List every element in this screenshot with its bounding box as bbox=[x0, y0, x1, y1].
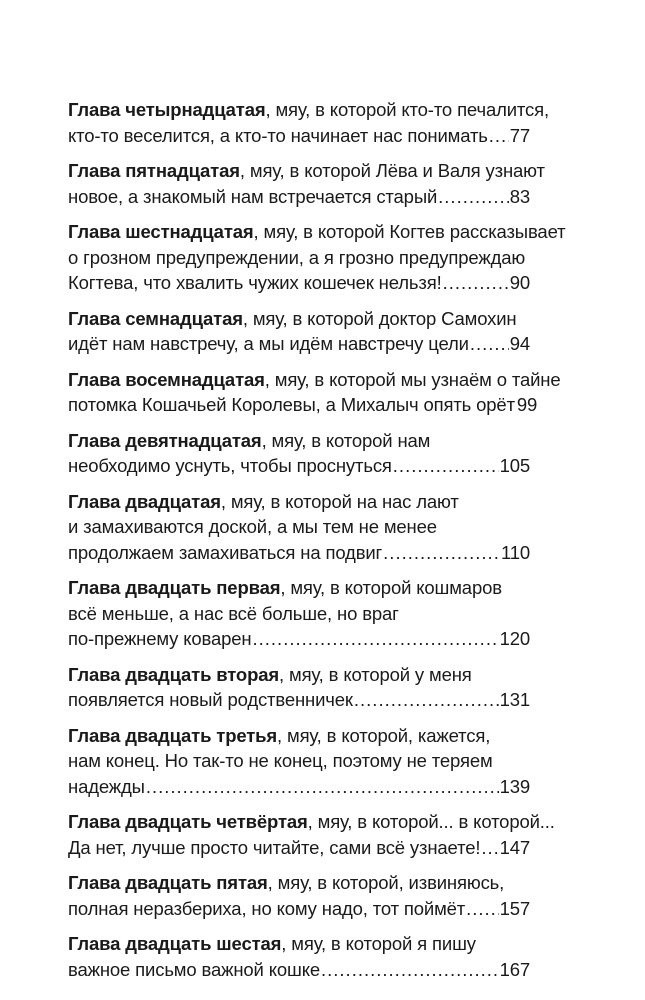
toc-entry-text bbox=[68, 896, 465, 922]
toc-entry-text bbox=[68, 123, 488, 149]
toc-entry-text bbox=[68, 160, 545, 181]
chapter-title: Глава двадцать четвёртая bbox=[68, 811, 308, 832]
toc-entry-line bbox=[68, 306, 530, 332]
toc-entry-text bbox=[68, 331, 469, 357]
toc-entry-text bbox=[68, 491, 459, 512]
page-number: 110 bbox=[500, 541, 530, 563]
toc-entry bbox=[68, 97, 549, 148]
page-number: 77 bbox=[509, 124, 530, 146]
toc-entry-text bbox=[68, 957, 320, 983]
chapter-title: Глава двадцатая bbox=[68, 490, 221, 512]
chapter-title: Глава семнадцатая bbox=[68, 307, 243, 329]
toc-entry-line bbox=[68, 931, 530, 957]
chapter-description: , мяу, в которой на нас лают bbox=[220, 490, 459, 512]
toc-entry-text bbox=[68, 453, 392, 479]
page-number: 147 bbox=[499, 836, 530, 858]
chapter-title: Глава пятнадцатая bbox=[68, 160, 240, 181]
chapter-description: важное письмо важной кошке bbox=[68, 958, 320, 980]
toc-entry-text bbox=[68, 626, 252, 652]
chapter-description: , мяу, в которой мы узнаём о тайне bbox=[264, 368, 561, 390]
toc-entry-line bbox=[68, 514, 530, 540]
page-number: 167 bbox=[499, 958, 530, 980]
chapter-title: Глава двадцать первая bbox=[68, 577, 281, 598]
page-number: 83 bbox=[509, 185, 530, 207]
toc-entry-text bbox=[68, 184, 437, 210]
toc-entry-text bbox=[68, 603, 399, 624]
toc-entry-line bbox=[68, 367, 561, 393]
chapter-description: , мяу, в которой доктор Самохин bbox=[242, 307, 517, 329]
toc-entry bbox=[68, 870, 530, 921]
toc-entry-line bbox=[68, 723, 530, 749]
chapter-description: по-прежнему коварен bbox=[68, 628, 252, 649]
toc-entry bbox=[68, 662, 530, 713]
page-number: 131 bbox=[499, 689, 530, 710]
toc-entry-line bbox=[68, 123, 530, 149]
chapter-description: нам конец. Но так-то не конец, поэтому не теряем bbox=[68, 750, 493, 771]
toc-entry-line bbox=[68, 957, 530, 983]
toc-entry-line bbox=[68, 601, 530, 627]
toc-entry-text bbox=[68, 835, 480, 861]
toc-entry-text bbox=[68, 247, 525, 268]
chapter-description: , мяу, в которой... в которой... bbox=[307, 811, 555, 832]
chapter-title: Глава двадцать пятая bbox=[68, 872, 268, 893]
chapter-description: полная неразбериха, но кому надо, тот поймёт bbox=[68, 897, 466, 919]
toc-entry-line bbox=[68, 896, 530, 922]
toc-entry-line bbox=[68, 219, 566, 245]
toc-entry bbox=[68, 575, 530, 652]
toc-entry-text bbox=[68, 664, 472, 685]
dot-leader bbox=[321, 957, 499, 983]
toc-entry-line bbox=[68, 540, 530, 566]
toc-entry-line bbox=[68, 774, 530, 800]
dot-leader bbox=[438, 184, 509, 210]
toc-entry-line bbox=[68, 809, 555, 835]
toc-entry-text bbox=[68, 221, 565, 242]
toc-entry-line bbox=[68, 835, 530, 861]
chapter-description: , мяу, в которой кошмаров bbox=[280, 577, 502, 598]
toc-entry-line bbox=[68, 575, 530, 601]
dot-leader bbox=[354, 687, 499, 713]
toc-entry bbox=[68, 158, 545, 209]
chapter-description: , мяу, в которой, кажется, bbox=[277, 724, 491, 746]
table-of-contents bbox=[68, 97, 566, 992]
toc-entry-text bbox=[68, 99, 549, 120]
toc-entry-line bbox=[68, 184, 530, 210]
chapter-description: потомка Кошачьей Королевы, а Михалыч опять орёт bbox=[68, 394, 515, 415]
toc-entry-text bbox=[68, 687, 353, 713]
toc-entry-text bbox=[68, 392, 515, 418]
chapter-description: , мяу, в которой нам bbox=[261, 429, 431, 451]
toc-entry-text bbox=[68, 430, 430, 451]
chapter-title: Глава четырнадцатая bbox=[68, 99, 266, 120]
chapter-title: Глава двадцать третья bbox=[68, 724, 278, 746]
chapter-description: появляется новый родственничек bbox=[68, 689, 353, 710]
toc-entry bbox=[68, 931, 530, 982]
toc-entry-line bbox=[68, 270, 530, 296]
toc-entry-line bbox=[68, 428, 530, 454]
chapter-description: о грозном предупреждении, а я грозно предупреждаю bbox=[68, 246, 526, 268]
toc-entry-line bbox=[68, 245, 530, 271]
chapter-description: продолжаем замахиваться на подвиг bbox=[68, 541, 383, 563]
chapter-description: , мяу, в которой я пишу bbox=[281, 933, 476, 954]
page-number: 120 bbox=[499, 628, 530, 649]
toc-entry-text bbox=[68, 774, 145, 800]
toc-entry-line bbox=[68, 453, 530, 479]
page-number: 157 bbox=[499, 897, 530, 919]
toc-entry bbox=[68, 219, 566, 296]
toc-entry-text bbox=[68, 577, 502, 598]
dot-leader bbox=[383, 540, 500, 566]
toc-entry-line bbox=[68, 158, 545, 184]
toc-entry-text bbox=[68, 750, 493, 771]
toc-entry-line bbox=[68, 662, 530, 688]
dot-leader bbox=[393, 453, 499, 479]
toc-entry bbox=[68, 428, 530, 479]
toc-entry-line bbox=[68, 870, 530, 896]
page-number: 90 bbox=[509, 272, 530, 293]
dot-leader bbox=[489, 123, 509, 149]
toc-entry-line bbox=[68, 489, 530, 515]
chapter-title: Глава двадцать вторая bbox=[68, 663, 280, 685]
chapter-title: Глава девятнадцатая bbox=[68, 429, 262, 451]
chapter-description: всё меньше, а нас всё больше, но враг bbox=[68, 602, 399, 624]
chapter-description: идёт нам навстречу, а мы идём навстречу цели bbox=[68, 333, 469, 354]
toc-entry bbox=[68, 306, 530, 357]
chapter-description: и замахиваются доской, а мы тем не менее bbox=[68, 516, 437, 537]
toc-entry-text bbox=[68, 811, 555, 832]
dot-leader bbox=[443, 270, 509, 296]
toc-entry-line bbox=[68, 97, 549, 123]
toc-entry-text bbox=[68, 540, 382, 566]
toc-entry-line bbox=[68, 748, 530, 774]
page-number: 99 bbox=[516, 394, 538, 415]
dot-leader bbox=[253, 626, 499, 652]
chapter-description: кто-то веселится, а кто-то начинает нас понимать bbox=[68, 124, 488, 146]
toc-entry-line bbox=[68, 626, 530, 652]
chapter-description: надежды bbox=[68, 775, 145, 797]
toc-entry-text bbox=[68, 725, 490, 746]
toc-entry-text bbox=[68, 933, 476, 954]
chapter-description: Да нет, лучше просто читайте, сами всё узнаете! bbox=[68, 836, 481, 858]
chapter-title: Глава двадцать шестая bbox=[68, 933, 282, 954]
page-number: 105 bbox=[499, 455, 530, 476]
chapter-description: , мяу, в которой, извиняюсь, bbox=[267, 872, 505, 893]
page-number: 94 bbox=[509, 333, 530, 354]
page-number: 139 bbox=[499, 775, 530, 797]
toc-entry bbox=[68, 809, 555, 860]
toc-entry bbox=[68, 723, 530, 800]
chapter-description: , мяу, в которой кто-то печалится, bbox=[265, 99, 549, 120]
dot-leader bbox=[481, 835, 498, 861]
dot-leader bbox=[466, 896, 498, 922]
chapter-description: , мяу, в которой Лёва и Валя узнают bbox=[239, 160, 545, 181]
toc-entry-line bbox=[68, 392, 538, 418]
chapter-description: , мяу, в которой у меня bbox=[279, 663, 472, 685]
toc-entry bbox=[68, 489, 530, 566]
chapter-description: необходимо уснуть, чтобы проснуться bbox=[68, 455, 392, 476]
chapter-description: Когтева, что хвалить чужих кошечек нельзя! bbox=[68, 272, 442, 293]
toc-entry-text bbox=[68, 516, 437, 537]
dot-leader bbox=[146, 774, 499, 800]
toc-entry-text bbox=[68, 872, 504, 893]
chapter-description: , мяу, в которой Когтев рассказывает bbox=[253, 221, 566, 242]
chapter-description: новое, а знакомый нам встречается старый bbox=[68, 185, 438, 207]
toc-entry-line bbox=[68, 331, 530, 357]
chapter-title: Глава шестнадцатая bbox=[68, 221, 254, 242]
dot-leader bbox=[470, 331, 509, 357]
toc-entry bbox=[68, 367, 561, 418]
toc-entry-text bbox=[68, 270, 442, 296]
toc-entry-text bbox=[68, 369, 560, 390]
chapter-title: Глава восемнадцатая bbox=[68, 368, 265, 390]
toc-entry-text bbox=[68, 308, 517, 329]
toc-entry-line bbox=[68, 687, 530, 713]
